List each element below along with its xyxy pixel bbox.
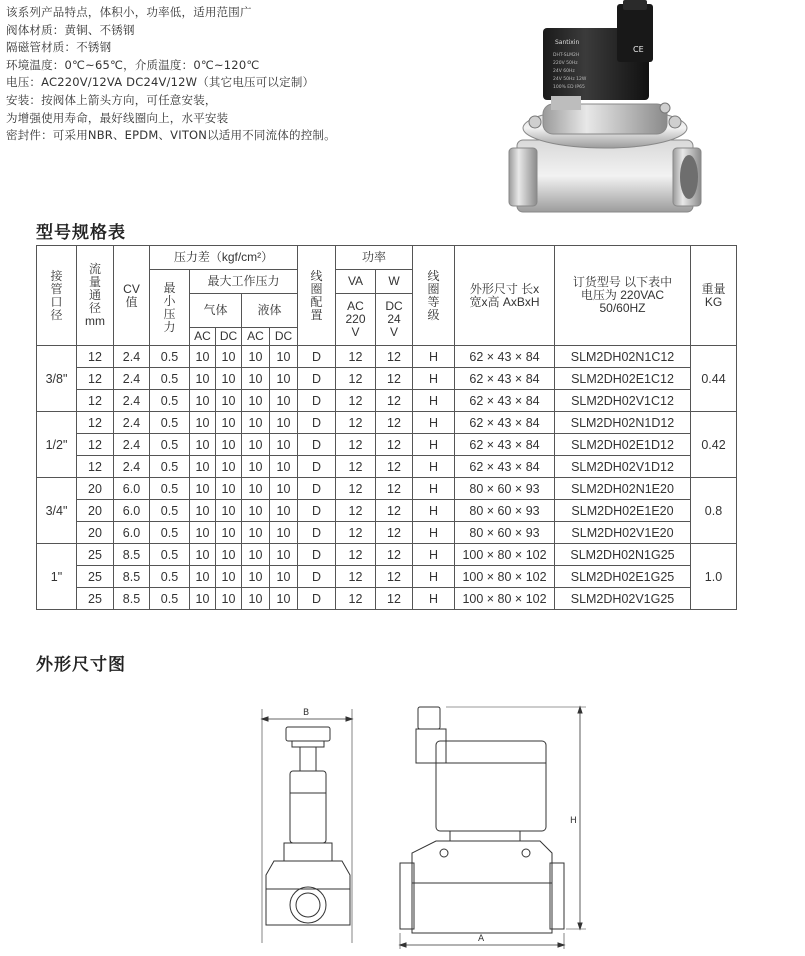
table-row <box>37 390 737 412</box>
header-coil-class: 线圈等级 <box>413 246 455 346</box>
orifice-cell: 12 <box>77 368 114 390</box>
dim-label-b: B <box>303 708 310 718</box>
coil-class-cell: H <box>413 588 455 610</box>
coil-config-cell: D <box>298 368 336 390</box>
table-row <box>37 346 737 368</box>
size-cell: 3/8" <box>37 346 77 412</box>
intro-line: 安装：按阀体上箭头方向，可任意安装， <box>6 92 217 107</box>
coil-config-cell: D <box>298 478 336 500</box>
min-pressure-cell: 0.5 <box>150 500 190 522</box>
liquid-ac-cell: 10 <box>242 500 270 522</box>
intro-line: 阀体材质：黄铜、不锈钢 <box>6 22 135 37</box>
coil-config-cell: D <box>298 500 336 522</box>
header-min-pressure: 最小压力 <box>150 270 190 346</box>
table-row <box>37 544 737 566</box>
orifice-cell: 25 <box>77 566 114 588</box>
gas-dc-cell: 10 <box>216 500 242 522</box>
w-cell: 12 <box>376 412 413 434</box>
model-cell: SLM2DH02E1E20 <box>555 500 691 522</box>
table-row <box>37 412 737 434</box>
model-cell: SLM2DH02E1C12 <box>555 368 691 390</box>
front-view <box>262 709 352 943</box>
cv-cell: 2.4 <box>114 434 150 456</box>
intro-line: 为增强使用寿命，最好线圈向上，水平安装 <box>6 110 229 125</box>
coil-label-line: 24V 60Hz <box>553 69 575 74</box>
table-row <box>37 368 737 390</box>
header-ac220v: AC 220 V <box>336 294 376 346</box>
coil-label-line: 220V 50Hz <box>553 61 578 66</box>
dimensions-cell: 80 × 60 × 93 <box>455 500 555 522</box>
table-row <box>37 500 737 522</box>
coil-config-cell: D <box>298 544 336 566</box>
table-row <box>37 434 737 456</box>
model-cell: SLM2DH02N1G25 <box>555 544 691 566</box>
table-row <box>37 456 737 478</box>
cv-cell: 2.4 <box>114 412 150 434</box>
coil-class-cell: H <box>413 456 455 478</box>
liquid-dc-cell: 10 <box>270 544 298 566</box>
header-gas-ac: AC <box>190 328 216 346</box>
coil-label-line: 24V 50Hz 12W <box>553 77 587 82</box>
gas-ac-cell: 10 <box>190 522 216 544</box>
gas-dc-cell: 10 <box>216 368 242 390</box>
cv-cell: 2.4 <box>114 390 150 412</box>
gas-ac-cell: 10 <box>190 346 216 368</box>
intro-text <box>6 4 476 145</box>
w-cell: 12 <box>376 456 413 478</box>
header-gas-dc: DC <box>216 328 242 346</box>
coil-class-cell: H <box>413 368 455 390</box>
orifice-cell: 25 <box>77 544 114 566</box>
intro-line: 电压：AC220V/12VA DC24V/12W（其它电压可以定制） <box>6 75 315 90</box>
min-pressure-cell: 0.5 <box>150 544 190 566</box>
cv-cell: 2.4 <box>114 368 150 390</box>
side-view <box>400 707 586 949</box>
size-cell: 1/2" <box>37 412 77 478</box>
liquid-dc-cell: 10 <box>270 368 298 390</box>
orifice-cell: 12 <box>77 390 114 412</box>
header-va: VA <box>336 270 376 294</box>
orifice-cell: 20 <box>77 522 114 544</box>
min-pressure-cell: 0.5 <box>150 456 190 478</box>
min-pressure-cell: 0.5 <box>150 390 190 412</box>
va-cell: 12 <box>336 390 376 412</box>
min-pressure-cell: 0.5 <box>150 588 190 610</box>
w-cell: 12 <box>376 566 413 588</box>
dimensions-cell: 100 × 80 × 102 <box>455 544 555 566</box>
orifice-cell: 12 <box>77 346 114 368</box>
dimensions-cell: 80 × 60 × 93 <box>455 522 555 544</box>
va-cell: 12 <box>336 346 376 368</box>
cv-cell: 2.4 <box>114 346 150 368</box>
va-cell: 12 <box>336 412 376 434</box>
coil-class-cell: H <box>413 346 455 368</box>
coil-config-cell: D <box>298 522 336 544</box>
w-cell: 12 <box>376 522 413 544</box>
w-cell: 12 <box>376 368 413 390</box>
dimensions-cell: 100 × 80 × 102 <box>455 588 555 610</box>
dimensions-cell: 62 × 43 × 84 <box>455 346 555 368</box>
coil-class-cell: H <box>413 434 455 456</box>
coil-brand: Santixin <box>555 39 580 46</box>
liquid-dc-cell: 10 <box>270 434 298 456</box>
min-pressure-cell: 0.5 <box>150 434 190 456</box>
liquid-ac-cell: 10 <box>242 412 270 434</box>
header-liquid-ac: AC <box>242 328 270 346</box>
cv-cell: 2.4 <box>114 456 150 478</box>
coil-class-cell: H <box>413 522 455 544</box>
header-order-model: 订货型号 以下表中电压为 220VAC 50/60HZ <box>555 246 691 346</box>
dimensions-cell: 62 × 43 × 84 <box>455 390 555 412</box>
dim-label-h: H <box>570 816 577 826</box>
coil-config-cell: D <box>298 390 336 412</box>
w-cell: 12 <box>376 434 413 456</box>
liquid-ac-cell: 10 <box>242 434 270 456</box>
dimensions-cell: 62 × 43 × 84 <box>455 412 555 434</box>
gas-dc-cell: 10 <box>216 456 242 478</box>
coil-class-cell: H <box>413 566 455 588</box>
coil-class-cell: H <box>413 478 455 500</box>
va-cell: 12 <box>336 500 376 522</box>
coil-config-cell: D <box>298 412 336 434</box>
header-orifice: 流量通径 mm <box>77 246 114 346</box>
intro-line: 该系列产品特点，体积小，功率低，适用范围广 <box>6 5 252 19</box>
coil-config-cell: D <box>298 588 336 610</box>
gas-ac-cell: 10 <box>190 412 216 434</box>
header-connection: 接管口径 <box>37 246 77 346</box>
va-cell: 12 <box>336 588 376 610</box>
w-cell: 12 <box>376 544 413 566</box>
gas-dc-cell: 10 <box>216 390 242 412</box>
table-row <box>37 588 737 610</box>
cv-cell: 8.5 <box>114 588 150 610</box>
liquid-ac-cell: 10 <box>242 456 270 478</box>
model-cell: SLM2DH02E1G25 <box>555 566 691 588</box>
gas-ac-cell: 10 <box>190 588 216 610</box>
header-pressure: 压力差（kgf/cm²） <box>150 246 298 270</box>
model-cell: SLM2DH02N1E20 <box>555 478 691 500</box>
header-dimensions: 外形尺寸 长x宽x高 AxBxH <box>455 246 555 346</box>
gas-dc-cell: 10 <box>216 544 242 566</box>
dimensions-cell: 80 × 60 × 93 <box>455 478 555 500</box>
model-cell: SLM2DH02V1D12 <box>555 456 691 478</box>
ce-mark: CE <box>633 45 644 54</box>
coil-config-cell: D <box>298 566 336 588</box>
table-row <box>37 478 737 500</box>
model-cell: SLM2DH02E1D12 <box>555 434 691 456</box>
gas-dc-cell: 10 <box>216 412 242 434</box>
w-cell: 12 <box>376 588 413 610</box>
cv-cell: 6.0 <box>114 500 150 522</box>
size-cell: 3/4" <box>37 478 77 544</box>
liquid-ac-cell: 10 <box>242 368 270 390</box>
model-cell: SLM2DH02V1E20 <box>555 522 691 544</box>
spec-title: 型号规格表 <box>36 223 126 243</box>
orifice-cell: 25 <box>77 588 114 610</box>
coil-class-cell: H <box>413 412 455 434</box>
min-pressure-cell: 0.5 <box>150 522 190 544</box>
coil-class-cell: H <box>413 544 455 566</box>
table-row <box>37 522 737 544</box>
header-max-pressure: 最大工作压力 <box>190 270 298 294</box>
spec-table-body <box>37 346 737 610</box>
orifice-cell: 12 <box>77 434 114 456</box>
intro-line: 密封件：可采用NBR、EPDM、VITON以适用不同流体的控制。 <box>6 128 336 143</box>
coil-label-line: DHT-SLM2H <box>553 53 580 58</box>
coil-config-cell: D <box>298 456 336 478</box>
min-pressure-cell: 0.5 <box>150 566 190 588</box>
min-pressure-cell: 0.5 <box>150 478 190 500</box>
coil-config-cell: D <box>298 434 336 456</box>
liquid-ac-cell: 10 <box>242 522 270 544</box>
weight-cell: 1.0 <box>691 544 737 610</box>
w-cell: 12 <box>376 346 413 368</box>
orifice-cell: 12 <box>77 412 114 434</box>
cv-cell: 6.0 <box>114 522 150 544</box>
coil-class-cell: H <box>413 390 455 412</box>
dim-label-a: A <box>478 934 485 944</box>
liquid-ac-cell: 10 <box>242 544 270 566</box>
dims-title: 外形尺寸图 <box>36 655 126 675</box>
gas-dc-cell: 10 <box>216 346 242 368</box>
w-cell: 12 <box>376 390 413 412</box>
dimensions-cell: 62 × 43 × 84 <box>455 456 555 478</box>
dimensions-cell: 62 × 43 × 84 <box>455 434 555 456</box>
min-pressure-cell: 0.5 <box>150 346 190 368</box>
liquid-dc-cell: 10 <box>270 390 298 412</box>
intro-line: 隔磁管材质：不锈钢 <box>6 40 112 55</box>
model-cell: SLM2DH02N1D12 <box>555 412 691 434</box>
dimensions-cell: 100 × 80 × 102 <box>455 566 555 588</box>
gas-ac-cell: 10 <box>190 544 216 566</box>
va-cell: 12 <box>336 368 376 390</box>
va-cell: 12 <box>336 478 376 500</box>
product-photo <box>505 0 705 220</box>
liquid-ac-cell: 10 <box>242 478 270 500</box>
model-cell: SLM2DH02V1C12 <box>555 390 691 412</box>
liquid-dc-cell: 10 <box>270 412 298 434</box>
gas-ac-cell: 10 <box>190 434 216 456</box>
header-w: W <box>376 270 413 294</box>
liquid-ac-cell: 10 <box>242 566 270 588</box>
weight-cell: 0.8 <box>691 478 737 544</box>
header-weight: 重量 KG <box>691 246 737 346</box>
gas-ac-cell: 10 <box>190 456 216 478</box>
weight-cell: 0.44 <box>691 346 737 412</box>
size-cell: 1" <box>37 544 77 610</box>
gas-dc-cell: 10 <box>216 478 242 500</box>
cv-cell: 6.0 <box>114 478 150 500</box>
dimension-drawing <box>240 693 590 953</box>
orifice-cell: 20 <box>77 500 114 522</box>
header-gas: 气体 <box>190 294 242 328</box>
header-liquid-dc: DC <box>270 328 298 346</box>
table-row <box>37 566 737 588</box>
orifice-cell: 20 <box>77 478 114 500</box>
header-dc24v: DC 24 V <box>376 294 413 346</box>
liquid-dc-cell: 10 <box>270 500 298 522</box>
va-cell: 12 <box>336 522 376 544</box>
liquid-ac-cell: 10 <box>242 588 270 610</box>
gas-ac-cell: 10 <box>190 368 216 390</box>
gas-dc-cell: 10 <box>216 566 242 588</box>
spec-table <box>36 245 737 610</box>
header-cv: CV值 <box>114 246 150 346</box>
cv-cell: 8.5 <box>114 566 150 588</box>
gas-dc-cell: 10 <box>216 522 242 544</box>
w-cell: 12 <box>376 478 413 500</box>
min-pressure-cell: 0.5 <box>150 412 190 434</box>
cv-cell: 8.5 <box>114 544 150 566</box>
liquid-ac-cell: 10 <box>242 346 270 368</box>
header-power: 功率 <box>336 246 413 270</box>
gas-ac-cell: 10 <box>190 500 216 522</box>
liquid-dc-cell: 10 <box>270 346 298 368</box>
coil-class-cell: H <box>413 500 455 522</box>
model-cell: SLM2DH02N1C12 <box>555 346 691 368</box>
header-coil-config: 线圈配置 <box>298 246 336 346</box>
w-cell: 12 <box>376 500 413 522</box>
liquid-dc-cell: 10 <box>270 456 298 478</box>
orifice-cell: 12 <box>77 456 114 478</box>
header-liquid: 液体 <box>242 294 298 328</box>
liquid-dc-cell: 10 <box>270 566 298 588</box>
va-cell: 12 <box>336 566 376 588</box>
liquid-dc-cell: 10 <box>270 522 298 544</box>
liquid-dc-cell: 10 <box>270 588 298 610</box>
liquid-ac-cell: 10 <box>242 390 270 412</box>
coil-config-cell: D <box>298 346 336 368</box>
gas-ac-cell: 10 <box>190 566 216 588</box>
dimensions-cell: 62 × 43 × 84 <box>455 368 555 390</box>
coil-label-line: 100% ED IP65 <box>553 85 585 90</box>
gas-dc-cell: 10 <box>216 588 242 610</box>
intro-line: 环境温度：0℃~65℃，介质温度：0℃~120℃ <box>6 57 260 72</box>
liquid-dc-cell: 10 <box>270 478 298 500</box>
gas-dc-cell: 10 <box>216 434 242 456</box>
va-cell: 12 <box>336 544 376 566</box>
va-cell: 12 <box>336 456 376 478</box>
va-cell: 12 <box>336 434 376 456</box>
model-cell: SLM2DH02V1G25 <box>555 588 691 610</box>
min-pressure-cell: 0.5 <box>150 368 190 390</box>
gas-ac-cell: 10 <box>190 478 216 500</box>
gas-ac-cell: 10 <box>190 390 216 412</box>
weight-cell: 0.42 <box>691 412 737 478</box>
